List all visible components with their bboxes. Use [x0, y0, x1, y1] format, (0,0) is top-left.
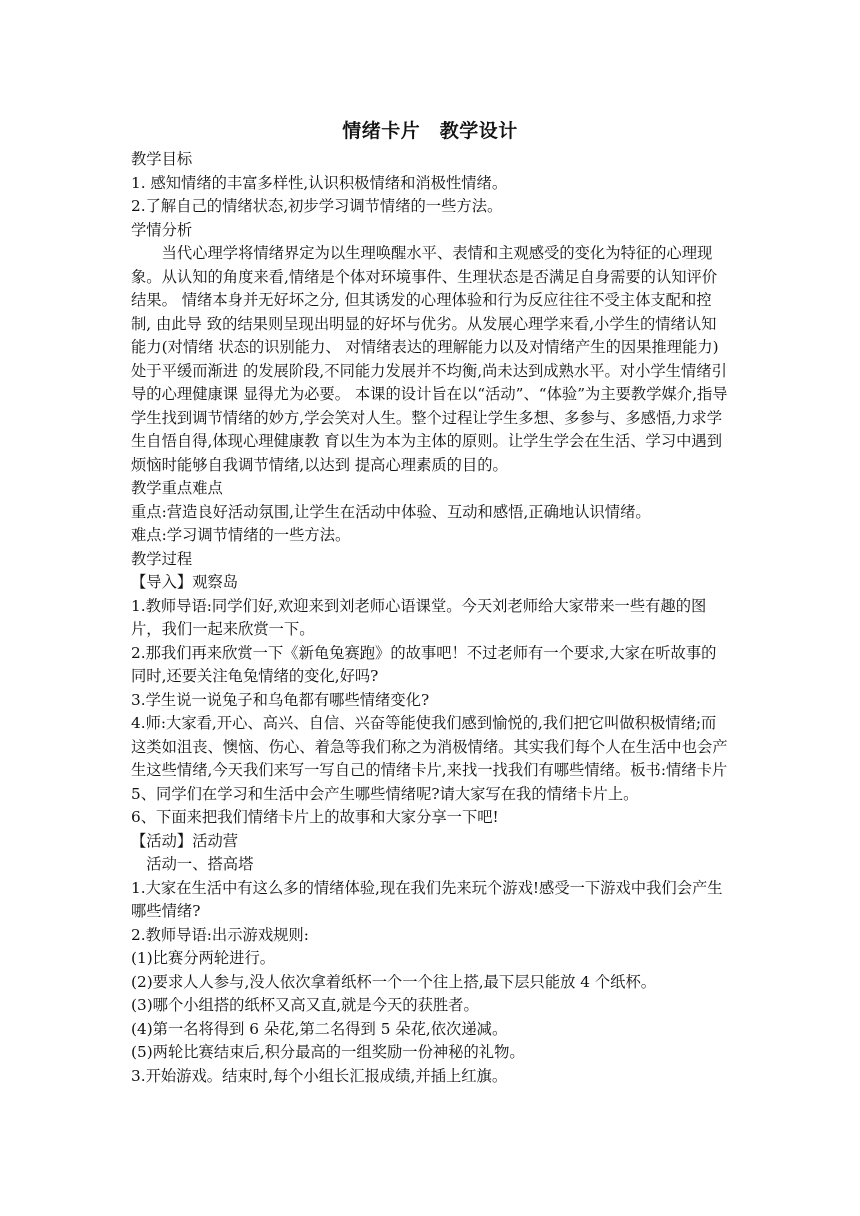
activity-item: (3)哪个小组搭的纸杯又高又直,就是今天的获胜者。: [131, 996, 479, 1014]
activity-item: (4)第一名将得到 6 朵花,第二名得到 5 朵花,依次递减。: [131, 1019, 508, 1038]
activity-item: (2)要求人人参与,没人依次拿着纸杯一个一个往上搭,最下层只能放 4 个纸杯。: [131, 972, 657, 991]
intro-item: 1.教师导语:同学们好,欢迎来到刘老师心语课堂。今天刘老师给大家带来一些有趣的图片，我们一起来欣赏一下。: [131, 596, 707, 638]
goal-item: 2.了解自己的情绪状态,初步学习调节情绪的一些方法。: [131, 197, 503, 215]
intro-item: 6、下面来把我们情绪卡片上的故事和大家分享一下吧!: [131, 808, 499, 826]
key-point: 重点:营造良好活动氛围,让学生在活动中体验、互动和感悟,正确地认识情绪。: [131, 502, 651, 521]
activity-item: (1)比赛分两轮进行。: [131, 949, 276, 967]
intro-item: 3.学生说一说兔子和乌龟都有哪些情绪变化?: [131, 690, 430, 709]
key-heading: 教学重点难点: [131, 479, 223, 497]
activity-item: 1.大家在生活中有这么多的情绪体验,现在我们先来玩个游戏!感受一下游戏中我们会产生哪些情绪?: [131, 878, 723, 920]
difficulty-point: 难点:学习调节情绪的一些方法。: [131, 526, 351, 544]
intro-item: 5、同学们在学习和生活中会产生哪些情绪呢?请大家写在我的情绪卡片上。: [131, 784, 639, 803]
intro-item: 4.师:大家看,开心、高兴、自信、兴奋等能使我们感到愉悦的,我们把它叫做积极情绪;而这类如沮丧、懊恼、伤心、着急等我们称之为消极情绪。其实我们每个人在生活中也会产生这些情绪,今天我们来写一写自己的情绪卡片,来找一找我们有哪些情绪。板书:情绪卡片: [131, 714, 728, 779]
intro-item: 2.那我们再来欣赏一下《新龟兔赛跑》的故事吧！不过老师有一个要求,大家在听故事的同时,还要关注龟兔情绪的变化,好吗?: [131, 643, 717, 685]
activity-heading: 【活动】活动营: [131, 831, 239, 850]
analysis-heading: 学情分析: [131, 220, 193, 239]
process-heading: 教学过程: [131, 549, 193, 568]
goals-heading: 教学目标: [131, 150, 193, 168]
activity-item: 3.开始游戏。结束时,每个小组长汇报成绩,并插上红旗。: [131, 1066, 508, 1085]
document-body: [131, 148, 731, 1088]
activity-item: (5)两轮比赛结束后,积分最高的一组奖励一份神秘的礼物。: [131, 1043, 525, 1061]
document-title: 情绪卡片 教学设计: [342, 120, 518, 142]
activity1-heading: 活动一、搭高塔: [146, 855, 254, 873]
goal-item: 1. 感知情绪的丰富多样性,认识积极情绪和消极性情绪。: [131, 173, 508, 192]
intro-heading: 【导入】观察岛: [131, 573, 239, 591]
activity-item: 2.教师导语:出示游戏规则:: [131, 925, 309, 944]
analysis-paragraph: 当代心理学将情绪界定为以生理唤醒水平、表情和主观感受的变化为特征的心理现象。从认知的角度来看,情绪是个体对环境事件、生理状态是否满足自身需要的认知评价结果。 情绪本身并无好坏之分, 但其诱发的心理体验和行为反应往往不受主体支配和控制, 由此导 致的结果则呈现出明显的好坏与优劣。从发展心理学来看,小学生的情绪认知能力(对情绪 状态的识别能力、 对情绪表达的理解能力以及对情绪产生的因果推理能力) 处于平缓而渐进 的发展阶段,不同能力发展并不均衡,尚未达到成熟水平。对小学生情绪引导的心理健康课 显得尤为必要。 本课的设计旨在以“活动”、“体验”为主要教学媒介,指导学生找到调节情绪的妙方,学会笑对人生。整个过程让学生多想、多参与、多感悟,力求学生自悟自得,体现心理健康教 育以生为本为主体的原则。让学生学会在生活、学习中遇到烦恼时能够自我调节情绪,以达到 提高心理素质的目的。: [131, 244, 728, 474]
